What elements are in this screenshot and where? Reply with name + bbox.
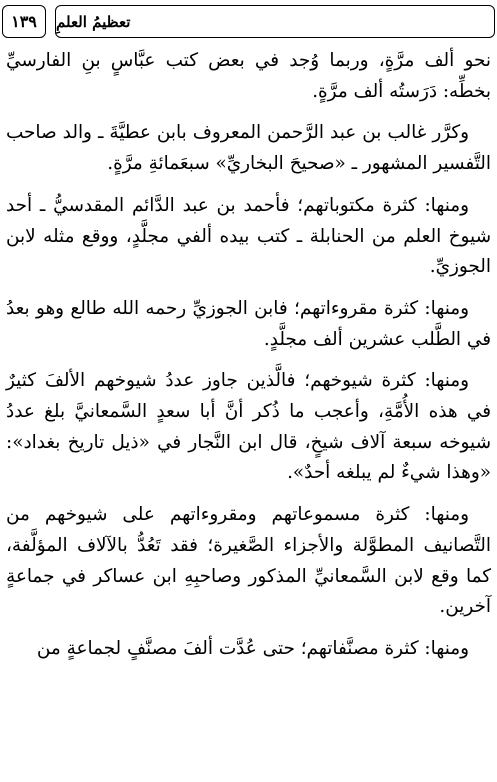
paragraph-4: ومنها: كثرة مقروءاتهم؛ فابن الجوزيِّ رحمه الله طالع وهو بعدُ في الطَّلب عشرين ألف مجلَّدٍ. [6,297,491,350]
page-body [6,46,491,676]
paragraph-2: وكرَّر غالب بن عبد الرَّحمن المعروف بابن عطيَّةَ ـ والد صاحب التَّفسير المشهور ـ «صحيحَ البخاريِّ» سبعَمائةِ مرَّةٍ. [6,122,491,175]
running-title: تعظيمُ العلمِ [56,12,131,31]
paragraph-7: ومنها: كثرة مصنَّفاتهم؛ حتى عُدَّت ألفَ مصنَّفٍ لجماعةٍ من [36,637,469,659]
paragraph-6: ومنها: كثرة مسموعاتهم ومقروءاتهم على شيوخهم من التَّصانيف المطوَّلة والأجزاء الصَّغيرة؛ فقد تَعُدُّ بالآلاف المؤلَّفة، كما وقع لابن السَّمعانيِّ المذكور وصاحبِهِ ابن عساكر في جماعةٍ آخرين. [6,504,491,618]
page-number: ١٣٩ [2,5,46,38]
paragraph-3: ومنها: كثرة مكتوباتهم؛ فأحمد بن عبد الدَّائم المقدسيُّ ـ أحد شيوخ العلم من الحنابلة ـ كتب بيده ألفي مجلَّدٍ، ووقع مثله لابن الجوزيِّ. [6,194,491,278]
running-title-box [55,5,495,38]
page-header [0,5,497,41]
paragraph-1: نحو ألف مرَّةٍ، وربما وُجد في بعض كتب عبَّاسٍ بنِ الفارسيِّ بخطِّه: دَرَستُه ألف مرَّةٍ. [6,50,491,102]
paragraph-5: ومنها: كثرة شيوخهم؛ فالَّذين جاوز عددُ شيوخهم الألفَ كثيرٌ في هذه الأُمَّةِ، وأعجب ما ذُكر أنَّ أبا سعدٍ السَّمعانيَّ بلغ عددُ شيوخه سبعة آلاف شيخٍ، قال ابن النَّجار في «ذيل تاريخ بغداد»: «وهذا شيءٌ لم يبلغه أحدٌ». [6,370,491,484]
